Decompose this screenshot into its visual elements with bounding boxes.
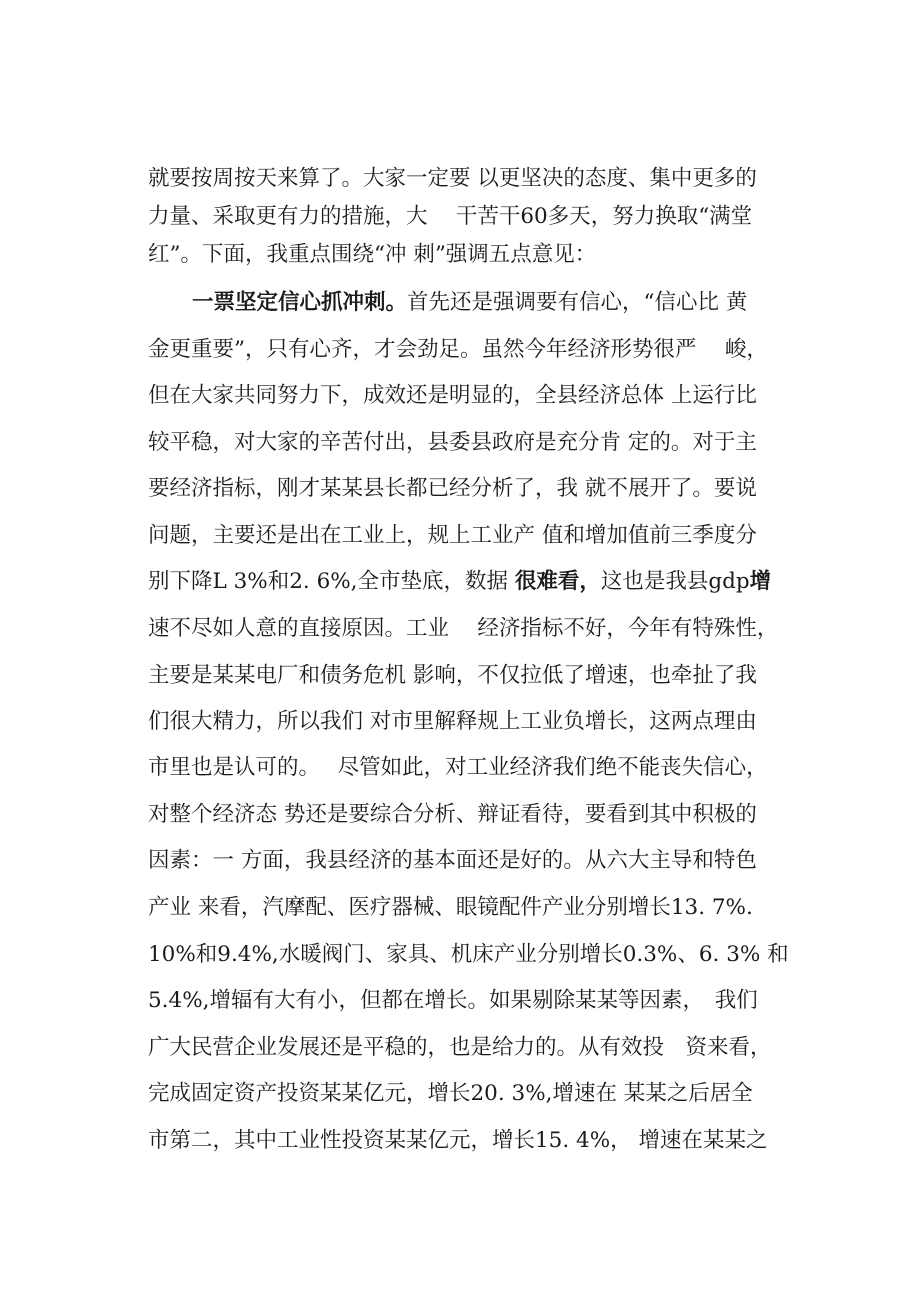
line-part: 这也是我县gdp xyxy=(600,569,750,594)
text-line-5: 金更重要”，只有心齐，才会劲足。虽然今年经济形势很严 峻， xyxy=(148,337,768,362)
text-line-17: 产业 来看，汽摩配、医疗器械、眼镜配件产业分别增长13. 7%. xyxy=(148,895,753,920)
text-line-9: 问题，主要还是出在工业上，规上工业产 值和增加值前三季度分 xyxy=(148,523,757,548)
text-line-1: 就要按周按天来算了。大家一定要 以更坚决的态度、集中更多的 xyxy=(148,166,757,191)
text-line-14: 市里也是认可的。 尽管如此，对工业经济我们绝不能丧失信心， xyxy=(148,755,768,780)
text-line-18: 10%和9.4%,水暖阀门、家具、机床产业分别增长0.3%、6. 3% 和 xyxy=(148,942,789,967)
text-line-15: 对整个经济态 势还是要综合分析、辩证看待，要看到其中积极的 xyxy=(148,802,757,827)
text-line-22: 市第二，其中工业性投资某某亿元，增长15. 4%， 增速在某某之 xyxy=(148,1128,768,1153)
text-line-12: 主要是某某电厂和债务危机 影响，不仅拉低了增速，也牵扯了我 xyxy=(148,663,757,688)
text-line-6: 但在大家共同努力下，成效还是明显的，全县经济总体 上运行比 xyxy=(148,383,757,408)
text-line-21: 完成固定资产投资某某亿元，增长20. 3%,增速在 某某之后居全 xyxy=(148,1081,753,1106)
text-line-2: 力量、采取更有力的措施，大 干苦干60多天，努力换取“满堂 xyxy=(148,204,753,229)
text-line-7: 较平稳，对大家的辛苦付出，县委县政府是充分肯 定的。对于主 xyxy=(148,430,757,455)
text-line-13: 们很大精力，所以我们 对市里解释规上工业负增长，这两点理由 xyxy=(148,709,757,734)
section-heading: 一票坚定信心抓冲刺。 xyxy=(192,290,408,315)
text-line-20: 广大民营企业发展还是平稳的，也是给力的。从有效投 资来看， xyxy=(148,1035,772,1060)
text-line-4 xyxy=(148,285,808,321)
line-part: 别下降L 3%和2. 6%,全市垫底，数据 xyxy=(148,569,515,594)
text-line-3: 红”。下面，我重点围绕“冲 刺”强调五点意见： xyxy=(148,242,597,267)
text-line-16: 因素：一 方面，我县经济的基本面还是好的。从六大主导和特色 xyxy=(148,848,757,873)
text-line-10 xyxy=(148,564,808,600)
emphasis-text: 很难看， xyxy=(514,569,601,594)
emphasis-text: 增 xyxy=(749,569,772,594)
text-line-8: 要经济指标，刚才某某县长都已经分析了，我 就不展开了。要说 xyxy=(148,476,757,501)
text-line-11: 速不尽如人意的直接原因。工业 经济指标不好，今年有特殊性， xyxy=(148,616,779,641)
section-text: 首先还是强调要有信心，“信心比 黄 xyxy=(407,290,748,315)
text-line-19: 5.4%,增辐有大有小，但都在增长。如果剔除某某等因素， 我们 xyxy=(148,988,758,1013)
